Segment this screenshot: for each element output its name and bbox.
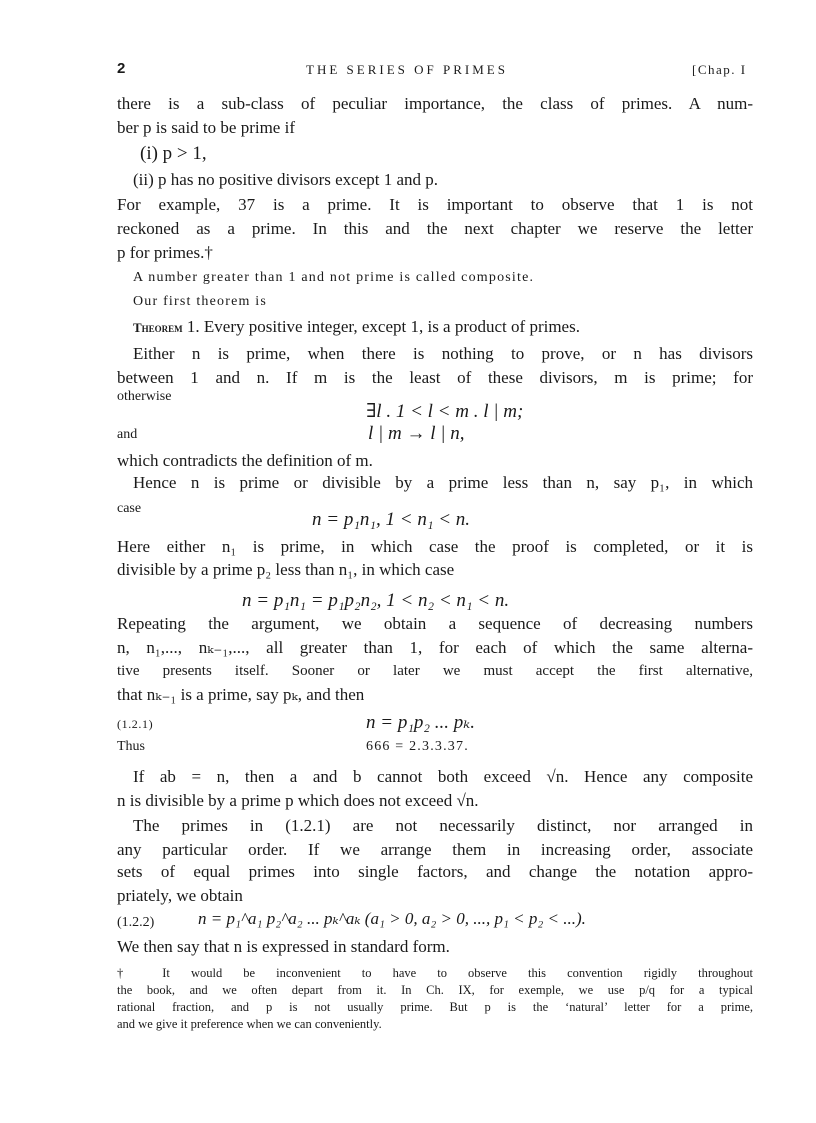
theorem-statement: 1. Every positive integer, except 1, is a product of primes.	[186, 317, 580, 336]
text-line: The primes in (1.2.1) are not necessarily distinct, nor arranged in	[133, 816, 753, 835]
text-line: that nₖ₋₁ is a prime, say pₖ, and then	[117, 685, 365, 704]
theorem-one	[133, 317, 580, 338]
display-formula: ∃l . 1 < l < m . l | m;	[366, 401, 524, 422]
text-line: For example, 37 is a prime. It is important to observe that 1 is not	[117, 195, 753, 214]
theorem-label: Theorem	[133, 320, 183, 335]
text-line: and	[117, 427, 138, 442]
text-line: case	[117, 501, 142, 516]
text-line: reckoned as a prime. In this and the next chapter we reserve the letter	[117, 219, 753, 238]
text-line: If ab = n, then a and b cannot both exceed √n. Hence any composite	[133, 767, 753, 786]
display-formula: 666 = 2.3.3.37.	[366, 739, 469, 754]
page-number: 2	[117, 60, 126, 77]
text-line: priately, we obtain	[117, 886, 243, 905]
text-line: We then say that n is expressed in standard form.	[117, 937, 450, 956]
equation-label: (1.2.1)	[117, 717, 154, 731]
display-formula: n = p₁p₂ ... pₖ.	[366, 712, 475, 733]
running-title: THE SERIES OF PRIMES	[306, 62, 508, 77]
text-line: ber p is said to be prime if	[117, 118, 295, 137]
display-formula: n = p₁^a₁ p₂^a₂ ... pₖ^aₖ (a₁ > 0, a₂ > 0, ..., p₁ < p₂ < ...).	[198, 909, 586, 928]
text-line: p for primes.†	[117, 243, 213, 262]
footnote-line: the book, and we often depart from it. In Ch. IX, for exemple, we use p/q for a typical	[117, 983, 753, 997]
condition-one: (i) p > 1,	[140, 143, 207, 164]
text-line: which contradicts the definition of m.	[117, 451, 373, 470]
equation-label: (1.2.2)	[117, 915, 155, 930]
text-line: Here either n₁ is prime, in which case the proof is completed, or it is	[117, 537, 753, 556]
text-line: divisible by a prime p₂ less than n₁, in which case	[117, 560, 455, 579]
text-line: otherwise	[117, 389, 172, 404]
text-line: sets of equal primes into single factors, and change the notation appro-	[117, 862, 753, 881]
text-line: tive presents itself. Sooner or later we must accept the first alternative,	[117, 663, 753, 679]
text-line: Hence n is prime or divisible by a prime less than n, say p₁, in which	[133, 473, 753, 492]
text-line: n, n₁,..., nₖ₋₁,..., all greater than 1, for each of which the same alterna-	[117, 638, 753, 657]
display-formula: n = p₁n₁ = p₁p₂n₂, 1 < n₂ < n₁ < n.	[242, 590, 510, 611]
text-line: n is divisible by a prime p which does not exceed √n.	[117, 791, 479, 810]
footnote-line: † It would be inconvenient to have to observe this convention rigidly throughout	[117, 966, 753, 980]
footnote-line: rational fraction, and p is not usually prime. But p is the ‘natural’ letter for a prime,	[117, 1000, 753, 1014]
text-line: Thus	[117, 739, 145, 754]
text-line: there is a sub-class of peculiar importance, the class of primes. A num-	[117, 94, 753, 113]
text-line: between 1 and n. If m is the least of these divisors, m is prime; for	[117, 368, 753, 387]
text-line: any particular order. If we arrange them in increasing order, associate	[117, 840, 753, 859]
text-line: Our first theorem is	[133, 294, 268, 309]
condition-two: (ii) p has no positive divisors except 1 and p.	[133, 170, 439, 189]
chapter-reference: [Chap. I	[692, 62, 747, 77]
text-line: Repeating the argument, we obtain a sequence of decreasing numbers	[117, 614, 753, 633]
text-line: A number greater than 1 and not prime is called composite.	[133, 270, 535, 285]
footnote-line: and we give it preference when we can conveniently.	[117, 1017, 382, 1031]
display-formula: l | m → l | n,	[368, 423, 465, 444]
display-formula: n = p₁n₁, 1 < n₁ < n.	[312, 509, 471, 530]
text-line: Either n is prime, when there is nothing to prove, or n has divisors	[133, 344, 753, 363]
